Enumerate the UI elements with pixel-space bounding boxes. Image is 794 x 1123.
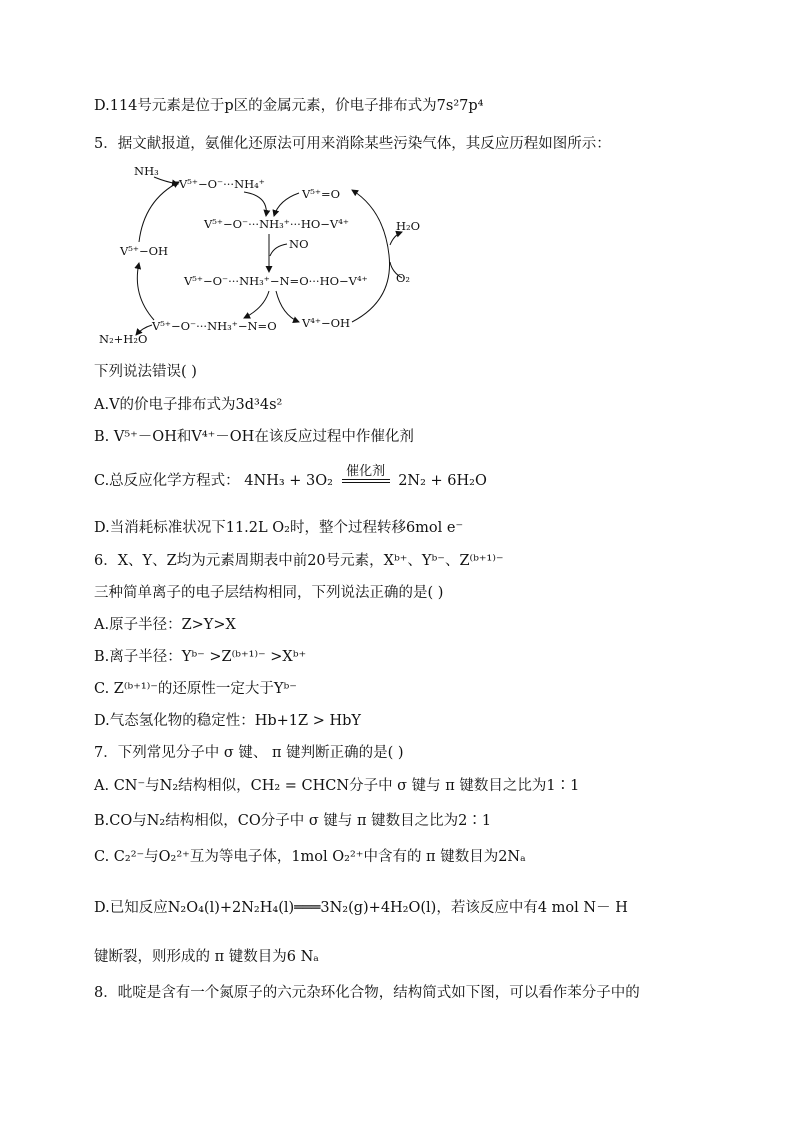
arrow-v5o-to-mid1 <box>274 193 299 216</box>
arrow-top-to-mid1 <box>244 192 266 216</box>
option-6a: A.原子半径：Z>Y>X <box>94 617 236 633</box>
arrow-nh3-in <box>154 177 178 184</box>
label-n2-h2o: N₂+H₂O <box>99 332 148 346</box>
label-nh3: NH₃ <box>134 164 159 178</box>
option-7d-cont: 键断裂，则形成的 π 键数目为6 Nₐ <box>94 949 319 965</box>
question-6-stem-cont: 三种简单离子的电子层结构相同，下列说法正确的是( ) <box>94 585 444 601</box>
species-v4-oh: V⁴⁺−OH <box>302 316 351 330</box>
species-mid1: V⁵⁺−O⁻···NH₃⁺···HO−V⁴⁺ <box>204 217 349 231</box>
option-7b: B.CO与N₂结构相似，CO分子中 σ 键与 π 键数目之比为2∶1 <box>94 813 492 829</box>
question-7-stem: 7．下列常见分子中 σ 键、 π 键判断正确的是( ) <box>94 745 404 761</box>
option-5c-reactants: 4NH₃ + 3O₂ <box>244 473 333 489</box>
option-6c: C. Z⁽ᵇ⁺¹⁾⁻的还原性一定大于Yᵇ⁻ <box>94 681 297 697</box>
species-v5-oh: V⁵⁺−OH <box>120 244 169 258</box>
arrow-mid2-to-v4oh <box>276 291 299 322</box>
label-no: NO <box>289 237 309 251</box>
species-mid2: V⁵⁺−O⁻···NH₃⁺−N=O···HO−V⁴⁺ <box>184 274 368 288</box>
species-v5-double-o: V⁵⁺=O <box>302 187 341 201</box>
arrow-bottom-to-v5oh <box>137 263 154 320</box>
option-6b: B.离子半径：Yᵇ⁻ >Z⁽ᵇ⁺¹⁾⁻ >Xᵇ⁺ <box>94 649 307 665</box>
species-bottom: V⁵⁺−O⁻···NH₃⁺−N=O <box>152 319 277 333</box>
option-5a: A.V的价电子排布式为3d³4s² <box>94 397 283 413</box>
question-8-stem: 8．吡啶是含有一个氮原子的六元杂环化合物，结构简式如下图，可以看作苯分子中的 <box>94 985 640 1001</box>
option-7a: A. CN⁻与N₂结构相似，CH₂ = CHCN分子中 σ 键与 π 键数目之比为1∶1 <box>94 778 580 794</box>
option-5c <box>94 464 487 491</box>
arrow-v4oh-to-v5o <box>352 190 390 322</box>
option-5c-products: 2N₂ + 6H₂O <box>398 473 487 489</box>
question-5-stem: 5．据文献报道，氨催化还原法可用来消除某些污染气体，其反应历程如图所示： <box>94 136 611 152</box>
arrow-mid2-to-bottom <box>244 291 269 318</box>
catalyst-arrow <box>342 464 390 483</box>
option-5c-prefix: C.总反应化学方程式： <box>94 473 240 489</box>
arrow-h2o-out <box>390 232 402 245</box>
catalyst-label: 催化剂 <box>346 464 386 479</box>
label-h2o: H₂O <box>396 219 421 233</box>
option-5b: B. V⁵⁺－OH和V⁴⁺－OH在该反应过程中作催化剂 <box>94 429 414 445</box>
option-7c: C. C₂²⁻与O₂²⁺互为等电子体，1mol O₂²⁺中含有的 π 键数目为2Nₐ <box>94 849 526 865</box>
arrow-v5oh-to-top <box>139 182 179 242</box>
option-6d: D.气态氢化物的稳定性：Hb+1Z > HbY <box>94 713 361 729</box>
option-5d: D.当消耗标准状况下11.2L O₂时，整个过程转移6mol e⁻ <box>94 520 464 536</box>
species-top: V⁵⁺−O⁻···NH₄⁺ <box>179 177 265 191</box>
reaction-mechanism-diagram <box>94 160 454 360</box>
arrow-no-in <box>270 244 287 256</box>
option-5d-previous: D.114号元素是位于p区的金属元素，价电子排布式为7s²7p⁴ <box>94 98 484 114</box>
question-5-prompt: 下列说法错误( ) <box>94 364 197 380</box>
option-7d: D.已知反应N₂O₄(l)+2N₂H₄(l)═══3N₂(g)+4H₂O(l)，若该反应中有4 mol N－ H <box>94 900 628 916</box>
label-o2: O₂ <box>396 271 411 285</box>
question-6-stem: 6．X、Y、Z均为元素周期表中前20号元素，Xᵇ⁺、Yᵇ⁻、Z⁽ᵇ⁺¹⁾⁻ <box>94 553 504 569</box>
